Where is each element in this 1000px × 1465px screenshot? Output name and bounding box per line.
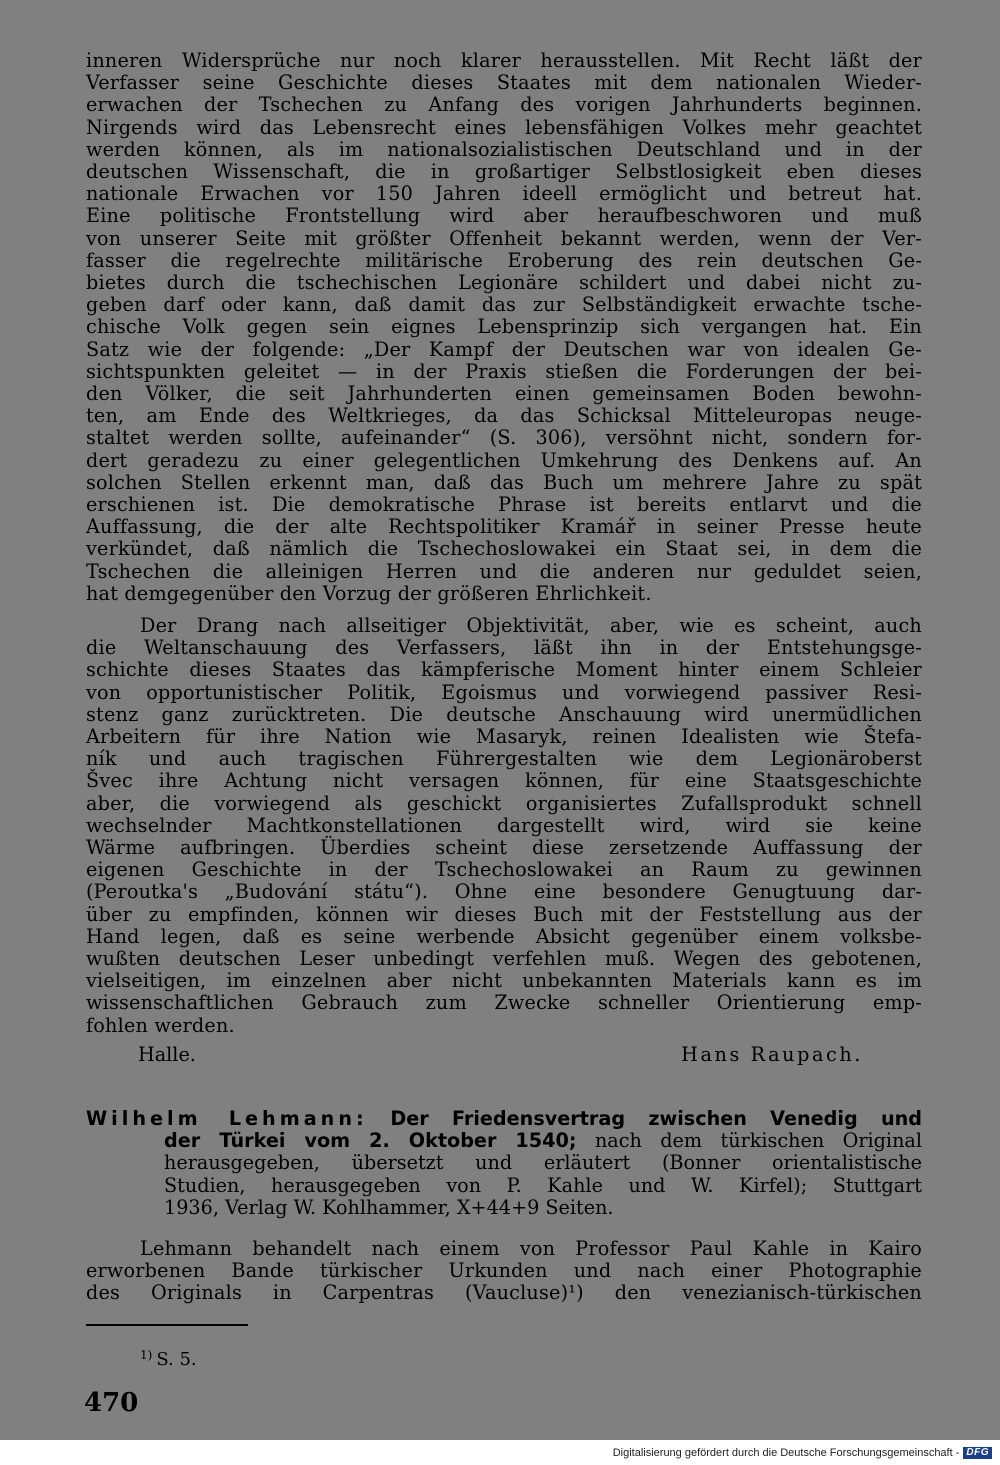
footnote [140,1344,197,1371]
text-line: verkündet, daß nämlich die Tschechoslowakei ein Staat sei, in dem die [86,537,922,561]
text-line: erschienen ist. Die demokratische Phrase ist bereits entlarvt und die [86,493,922,517]
bib-line [86,1130,922,1152]
text-line: wechselnder Machtkonstellationen dargestellt wird, wird sie keine [86,813,922,837]
text-line: solchen Stellen erkennt man, daß das Buch um mehrere Jahre zu spät [86,470,922,494]
text-line: Satz wie der folgende: „Der Kampf der Deutschen war von idealen Ge- [86,337,922,361]
text-line: von unserer Seite mit größter Offenheit bekannt werden, wenn der Ver- [86,226,922,250]
text-line: deutschen Wissenschaft, die in großartiger Selbstlosigkeit eben dieses [86,160,922,184]
text-line: Lehmann behandelt nach einem von Professor Paul Kahle in Kairo [140,1237,922,1260]
text-line: Eine politische Frontstellung wird aber heraufbeschworen und muß [86,204,922,228]
text-line: schichte dieses Staates das kämpferische Moment hinter einem Schleier [86,658,922,682]
page-number: 470 [84,1388,139,1418]
text-line: sichtspunkten geleitet — in der Praxis stießen die Forderungen der bei- [86,359,922,383]
text-line: Auffassung, die der alte Rechtspolitiker Kramář in seiner Presse heute [86,515,922,539]
footnote-rule [86,1324,248,1326]
book-author: Wilhelm Lehmann: [86,1107,368,1130]
text-line: fohlen werden. [86,1013,235,1037]
reviewer-name: Hans Raupach. [681,1043,863,1066]
text-line: des Originals in Carpentras (Vaucluse)¹) den venezianisch-türkischen [86,1281,922,1305]
text-line: inneren Widersprüche nur noch klarer herausstellen. Mit Recht läßt der [86,49,922,72]
bib-line [86,1108,922,1130]
text-line: Arbeitern für ihre Nation wie Masaryk, reinen Idealisten wie Štefa- [86,725,922,749]
text-line: Hand legen, daß es seine werbende Absicht gegenüber einem volksbe- [86,924,922,948]
text-line: die Weltanschauung des Verfassers, läßt ihn in der Entstehungsge- [86,636,922,660]
text-line: dert geradezu zu einer gelegentlichen Umkehrung des Denkens auf. An [86,448,922,472]
text-line: hat demgegenüber den Vorzug der größeren Ehrlichkeit. [86,581,652,605]
text-line: Verfasser seine Geschichte dieses Staates mit dem nationalen Wieder- [86,71,922,95]
review-place: Halle. [138,1043,196,1066]
text-line: erwachen der Tschechen zu Anfang des vorigen Jahrhunderts beginnen. [86,93,922,117]
text-line: Švec ihre Achtung nicht versagen können, für eine Staatsgeschichte [86,769,922,793]
review-signoff [138,1044,863,1066]
text-line: wußten deutschen Leser unbedingt verfehlen muß. Wegen des gebotenen, [86,947,922,971]
text-line: vielseitigen, im einzelnen aber nicht unbekannten Materials kann es im [86,969,922,993]
text-line: Tschechen die alleinigen Herren und die anderen nur geduldet seien, [86,559,922,583]
text-line: fasser die regelrechte militärische Eroberung des rein deutschen Ge- [86,248,922,272]
text-line: chische Volk gegen sein eignes Lebensprinzip sich vergangen hat. Ein [86,315,922,339]
text-line: aber, die vorwiegend als geschickt organisiertes Zufallsprodukt schnell [86,791,922,815]
text-line: bietes durch die tschechischen Legionäre schildert und dabei nicht zu- [86,271,922,295]
review-2-paragraph-1 [86,1238,922,1305]
bib-line: herausgegeben, übersetzt und erläutert (Bonner orientalistische [164,1151,922,1175]
review-paragraph-2 [86,615,922,1037]
text-line: über zu empfinden, können wir dieses Buch mit der Feststellung aus der [86,902,922,926]
review-paragraph-1 [86,50,922,605]
bibliographic-entry [86,1108,922,1219]
bib-line: 1936, Verlag W. Kohlhammer, X+44+9 Seiten. [164,1195,614,1219]
credit-text: Digitalisierung gefördert durch die Deutsche Forschungsgemeinschaft - [612,1447,960,1459]
text-line: ten, am Ende des Weltkrieges, da das Schicksal Mitteleuropas neuge- [86,404,922,428]
book-title-continued: der Türkei vom 2. Oktober 1540; [164,1129,577,1153]
book-title: Der Friedensvertrag zwischen Venedig und [390,1107,923,1130]
text-line: erworbenen Bande türkischer Urkunden und nach einer Photographie [86,1259,922,1283]
digitization-credit [613,1446,992,1460]
footnote-text: S. 5. [156,1349,197,1370]
text-line: staltet werden sollte, aufeinander“ (S. 306), versöhnt nicht, sondern for- [86,426,922,450]
dfg-logo: DFG [963,1447,992,1459]
text-line: von opportunistischer Politik, Egoismus und vorwiegend passiver Resi- [86,680,922,704]
text-line: ník und auch tragischen Führergestalten wie dem Legionäroberst [86,747,922,771]
text-line: (Peroutka's „Budování státu“). Ohne eine besondere Genugtuung dar- [86,880,922,904]
footnote-marker: 1) [140,1348,153,1362]
text-line: stenz ganz zurücktreten. Die deutsche Anschauung wird unermüdlichen [86,702,922,726]
text-line: nationale Erwachen vor 150 Jahren ideell ermöglicht und betreut hat. [86,182,922,206]
text-line: werden können, als im nationalsozialistischen Deutschland und in der [86,137,922,161]
text-line: den Völker, die seit Jahrhunderten einen gemeinsamen Boden bewohn- [86,382,922,406]
bib-line: Studien, herausgegeben von P. Kahle und W. Kirfel); Stuttgart [164,1173,922,1197]
text-line: Der Drang nach allseitiger Objektivität, aber, wie es scheint, auch [140,614,922,637]
text-line: Wärme aufbringen. Überdies scheint diese zersetzende Auffassung der [86,836,922,860]
book-edition-note: nach dem türkischen Original [594,1129,923,1153]
text-line: geben darf oder kann, daß damit das zur Selbständigkeit erwachte tsche- [86,293,922,317]
text-line: wissenschaftlichen Gebrauch zum Zwecke schneller Orientierung emp- [86,991,922,1015]
text-line: Nirgends wird das Lebensrecht eines lebensfähigen Volkes mehr geachtet [86,115,922,139]
text-line: eigenen Geschichte in der Tschechoslowakei an Raum zu gewinnen [86,858,922,882]
